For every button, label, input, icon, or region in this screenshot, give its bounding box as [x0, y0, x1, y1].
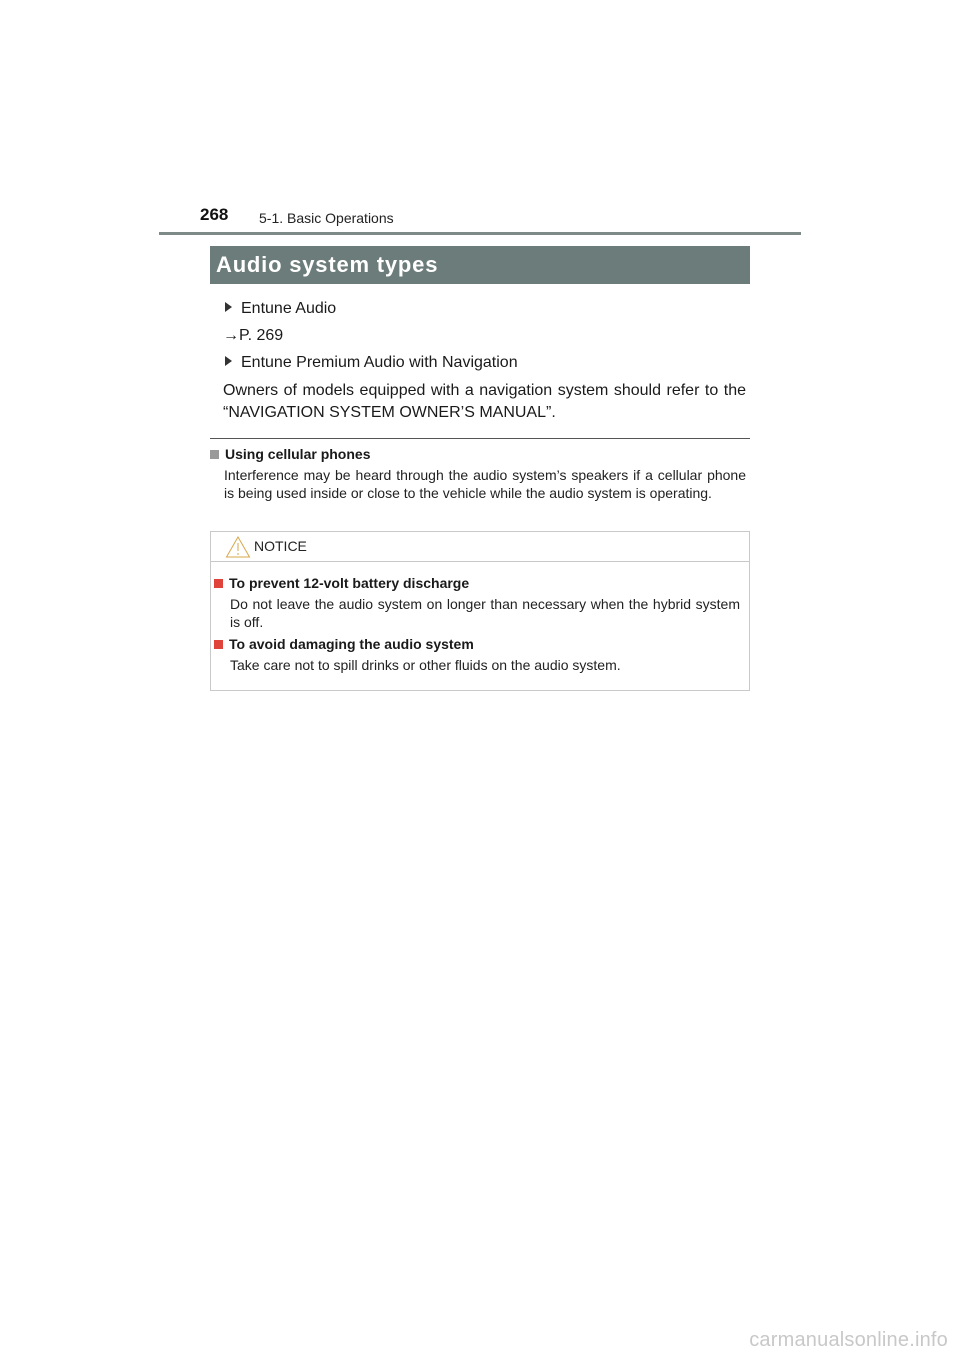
square-bullet-icon	[210, 450, 219, 459]
square-bullet-icon	[214, 640, 223, 649]
triangle-bullet-icon	[225, 356, 232, 366]
option-entune-audio	[225, 300, 336, 318]
header-rule	[159, 232, 801, 235]
notice-label: NOTICE	[254, 538, 307, 554]
notice-item-body: Take care not to spill drinks or other fluids on the audio system.	[230, 657, 621, 673]
notice-item-heading-text: To avoid damaging the audio system	[229, 636, 474, 652]
notice-header	[211, 532, 749, 562]
body-paragraph: Owners of models equipped with a navigation system should refer to the “NAVIGATION SYSTEM OWNER’S MANUAL”.	[223, 382, 746, 421]
section-label: 5-1. Basic Operations	[259, 210, 394, 226]
option-label: Entune Audio	[241, 300, 337, 317]
footer-watermark: carmanualsonline.info	[749, 1329, 948, 1351]
note-heading-text: Using cellular phones	[225, 446, 371, 462]
notice-box	[210, 531, 750, 691]
warning-triangle-icon	[225, 535, 251, 559]
page-number: 268	[200, 205, 229, 224]
square-bullet-icon	[214, 579, 223, 588]
notice-item-heading-text: To prevent 12-volt battery discharge	[229, 575, 470, 591]
triangle-bullet-icon	[225, 302, 232, 312]
notice-item-body: Do not leave the audio system on longer than necessary when the hybrid system is off.	[230, 596, 740, 630]
notice-item-heading	[214, 575, 469, 591]
note-body: Interference may be heard through the audio system’s speakers if a cellular phone is being used inside or close to the vehicle while the audio system is operating.	[224, 467, 746, 501]
note-heading	[210, 446, 370, 462]
option-entune-premium-audio	[225, 354, 518, 372]
section-divider	[210, 438, 750, 439]
notice-item-heading	[214, 636, 474, 652]
option-label: Entune Premium Audio with Navigation	[241, 354, 518, 371]
section-title-banner: Audio system types	[210, 246, 750, 284]
page-reference-link[interactable]: →P. 269	[223, 327, 284, 344]
